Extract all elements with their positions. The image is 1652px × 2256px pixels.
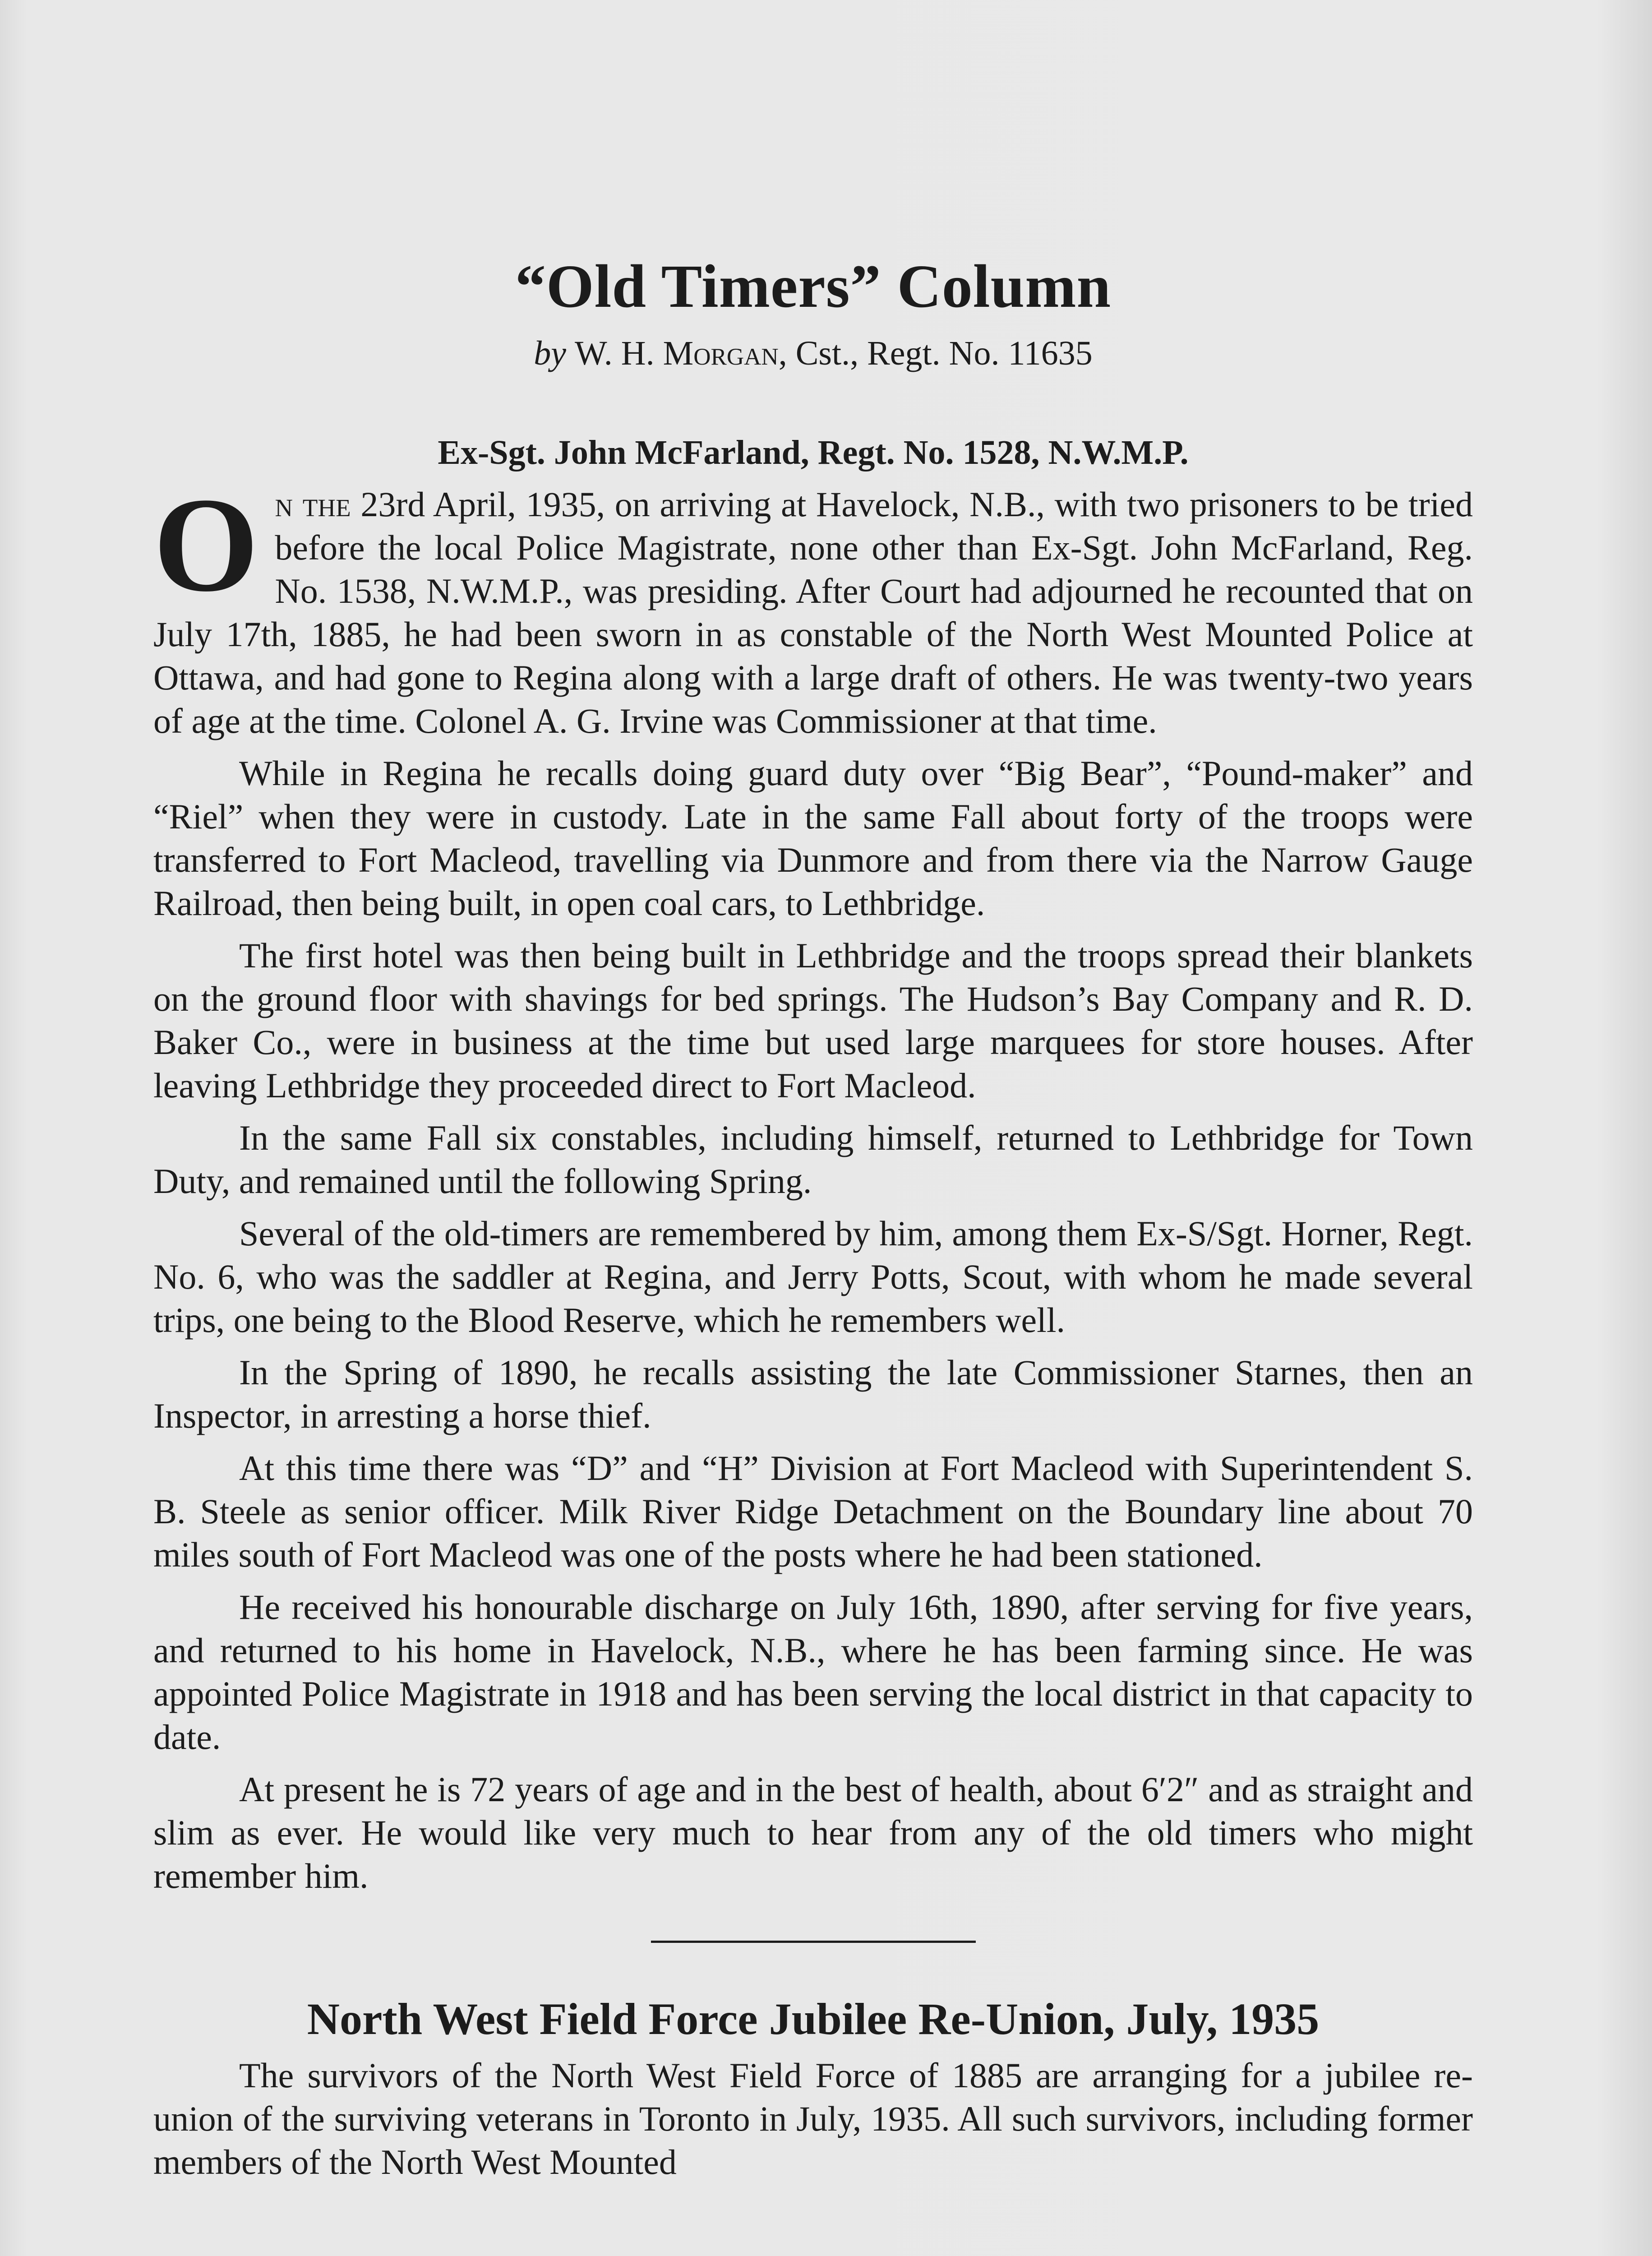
paragraph: At present he is 72 years of age and in the best of health, about 6′2″ and as straight and slim as ever. He would like very much to hear from any of the old timers who might remember him.: [153, 1770, 1473, 1895]
drop-cap: O: [153, 470, 259, 619]
article-subhead: Ex-Sgt. John McFarland, Regt. No. 1528, N.W.M.P.: [438, 434, 1189, 472]
article-column: [153, 253, 1473, 2193]
byline: [153, 333, 1473, 374]
paragraph: In the same Fall six constables, including himself, returned to Lethbridge for Town Duty, and remained until the following Spring.: [153, 1118, 1473, 1201]
paragraph: While in Regina he recalls doing guard duty over “Big Bear”, “Pound-maker” and “Riel” when they were in custody. Late in the same Fall about forty of the troops were transferred to Fort Macleod, travelling via Dunmore and from there via the Narrow Gauge Railroad, then being built, in open coal cars, to Lethbridge.: [153, 754, 1473, 923]
section-paragraph: The survivors of the North West Field Force of 1885 are arranging for a jubilee re-union of the surviving veterans in Toronto in July, 1935. All such survivors, including former members of the North West Mounted: [153, 2056, 1473, 2182]
section-divider: [651, 1941, 976, 1943]
paragraph-text: 23rd April, 1935, on arriving at Havelock, N.B., with two prisoners to be tried before the local Police Magistrate, none other than Ex-Sgt. John McFarland, Reg. No. 1538, N.W.M.P., was presiding. After Court had adjourned he recounted that on July 17th, 1885, he had been sworn in as constable of the North West Mounted Police at Ottawa, and had gone to Regina along with a large draft of others. He was twenty-two years of age at the time. Colonel A. G. Irvine was Commissioner at that time.: [153, 485, 1473, 740]
lead-in: n the: [275, 485, 351, 524]
paragraph: At this time there was “D” and “H” Division at Fort Macleod with Superintendent S. B. Steele as senior officer. Milk River Ridge Detachment on the Boundary line about 70 miles south of Fort Macleod was one of the posts where he had been stationed.: [153, 1448, 1473, 1574]
paragraph: Several of the old-timers are remembered by him, among them Ex-S/Sgt. Horner, Regt. No. 6, who was the saddler at Regina, and Jerry Potts, Scout, with whom he made several trips, one being to the Blood Reserve, which he remembers well.: [153, 1214, 1473, 1340]
byline-author: W. H. Morgan: [575, 334, 779, 372]
section-title: North West Field Force Jubilee Re-Union, July, 1935: [307, 1994, 1320, 2044]
byline-by: by: [534, 334, 567, 372]
paragraph: In the Spring of 1890, he recalls assisting the late Commissioner Starnes, then an Inspector, in arresting a horse thief.: [153, 1353, 1473, 1435]
paragraph: He received his honourable discharge on July 16th, 1890, after serving for five years, and returned to his home in Havelock, N.B., where he has been farming since. He was appointed Police Magistrate in 1918 and has been serving the local district in that capacity to date.: [153, 1587, 1473, 1757]
paragraph: The first hotel was then being built in Lethbridge and the troops spread their blankets on the ground floor with shavings for bed springs. The Hudson’s Bay Company and R. D. Baker Co., were in business at the time but used large marquees for store houses. After leaving Lethbridge they proceeded direct to Fort Macleod.: [153, 936, 1473, 1105]
paragraph-first: [153, 470, 1473, 743]
byline-rest: , Cst., Regt. No. 11635: [778, 334, 1093, 372]
article-title: “Old Timers” Column: [515, 253, 1112, 320]
